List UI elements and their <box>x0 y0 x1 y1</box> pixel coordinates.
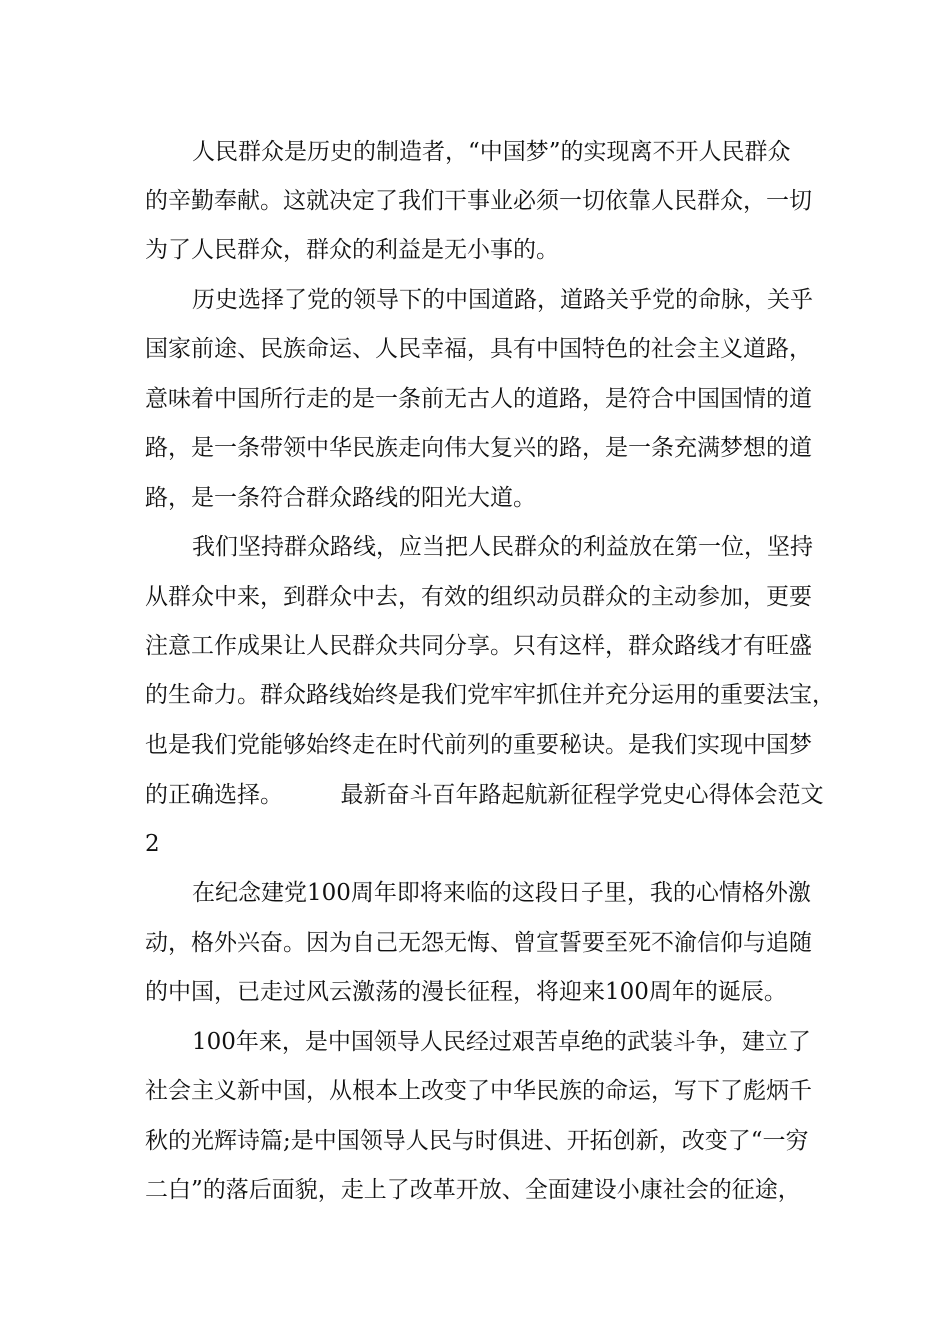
text-line: 注意工作成果让人民群众共同分享。只有这样，群众路线才有旺盛 <box>145 633 812 659</box>
text-line: 的辛勤奉献。这就决定了我们干事业必须一切依靠人民群众，一切 <box>145 188 812 214</box>
text-line: 100年来，是中国领导人民经过艰苦卓绝的武装斗争，建立了 <box>192 1029 811 1055</box>
text-line: 人民群众是历史的制造者，“中国梦”的实现离不开人民群众 <box>192 139 791 165</box>
text-line: 历史选择了党的领导下的中国道路，道路关乎党的命脉，关乎 <box>192 287 813 313</box>
text-line: 的生命力。群众路线始终是我们党牢牢抓住并充分运用的重要法宝， <box>145 682 835 708</box>
text-line: 秋的光辉诗篇;是中国领导人民与时俱进、开拓创新，改变了“一穷 <box>145 1128 809 1154</box>
text-line: 路，是一条符合群众路线的阳光大道。 <box>145 485 536 511</box>
text-line: 意味着中国所行走的是一条前无古人的道路，是符合中国国情的道 <box>145 386 812 412</box>
text-line: 也是我们党能够始终走在时代前列的重要秘诀。是我们实现中国梦 <box>145 732 812 758</box>
text-line: 的中国，已走过风云激荡的漫长征程，将迎来100周年的诞辰。 <box>145 979 787 1005</box>
text-line: 我们坚持群众路线，应当把人民群众的利益放在第一位，坚持 <box>192 534 813 560</box>
text-line: 从群众中来，到群众中去，有效的组织动员群众的主动参加，更要 <box>145 584 812 610</box>
text-line: 2 <box>145 831 160 857</box>
text-line: 为了人民群众，群众的利益是无小事的。 <box>145 237 559 263</box>
text-line: 的正确选择。 最新奋斗百年路起航新征程学党史心得体会范文 <box>145 782 824 808</box>
text-line: 社会主义新中国，从根本上改变了中华民族的命运，写下了彪炳千 <box>145 1078 812 1104</box>
text-line: 在纪念建党100周年即将来临的这段日子里，我的心情格外激 <box>192 880 811 906</box>
text-line: 国家前途、民族命运、人民幸福，具有中国特色的社会主义道路， <box>145 336 812 362</box>
text-line: 二白”的落后面貌，走上了改革开放、全面建设小康社会的征途， <box>145 1177 801 1203</box>
text-line: 动，格外兴奋。因为自己无怨无悔、曾宣誓要至死不渝信仰与追随 <box>145 930 812 956</box>
text-line: 路，是一条带领中华民族走向伟大复兴的路，是一条充满梦想的道 <box>145 435 812 461</box>
